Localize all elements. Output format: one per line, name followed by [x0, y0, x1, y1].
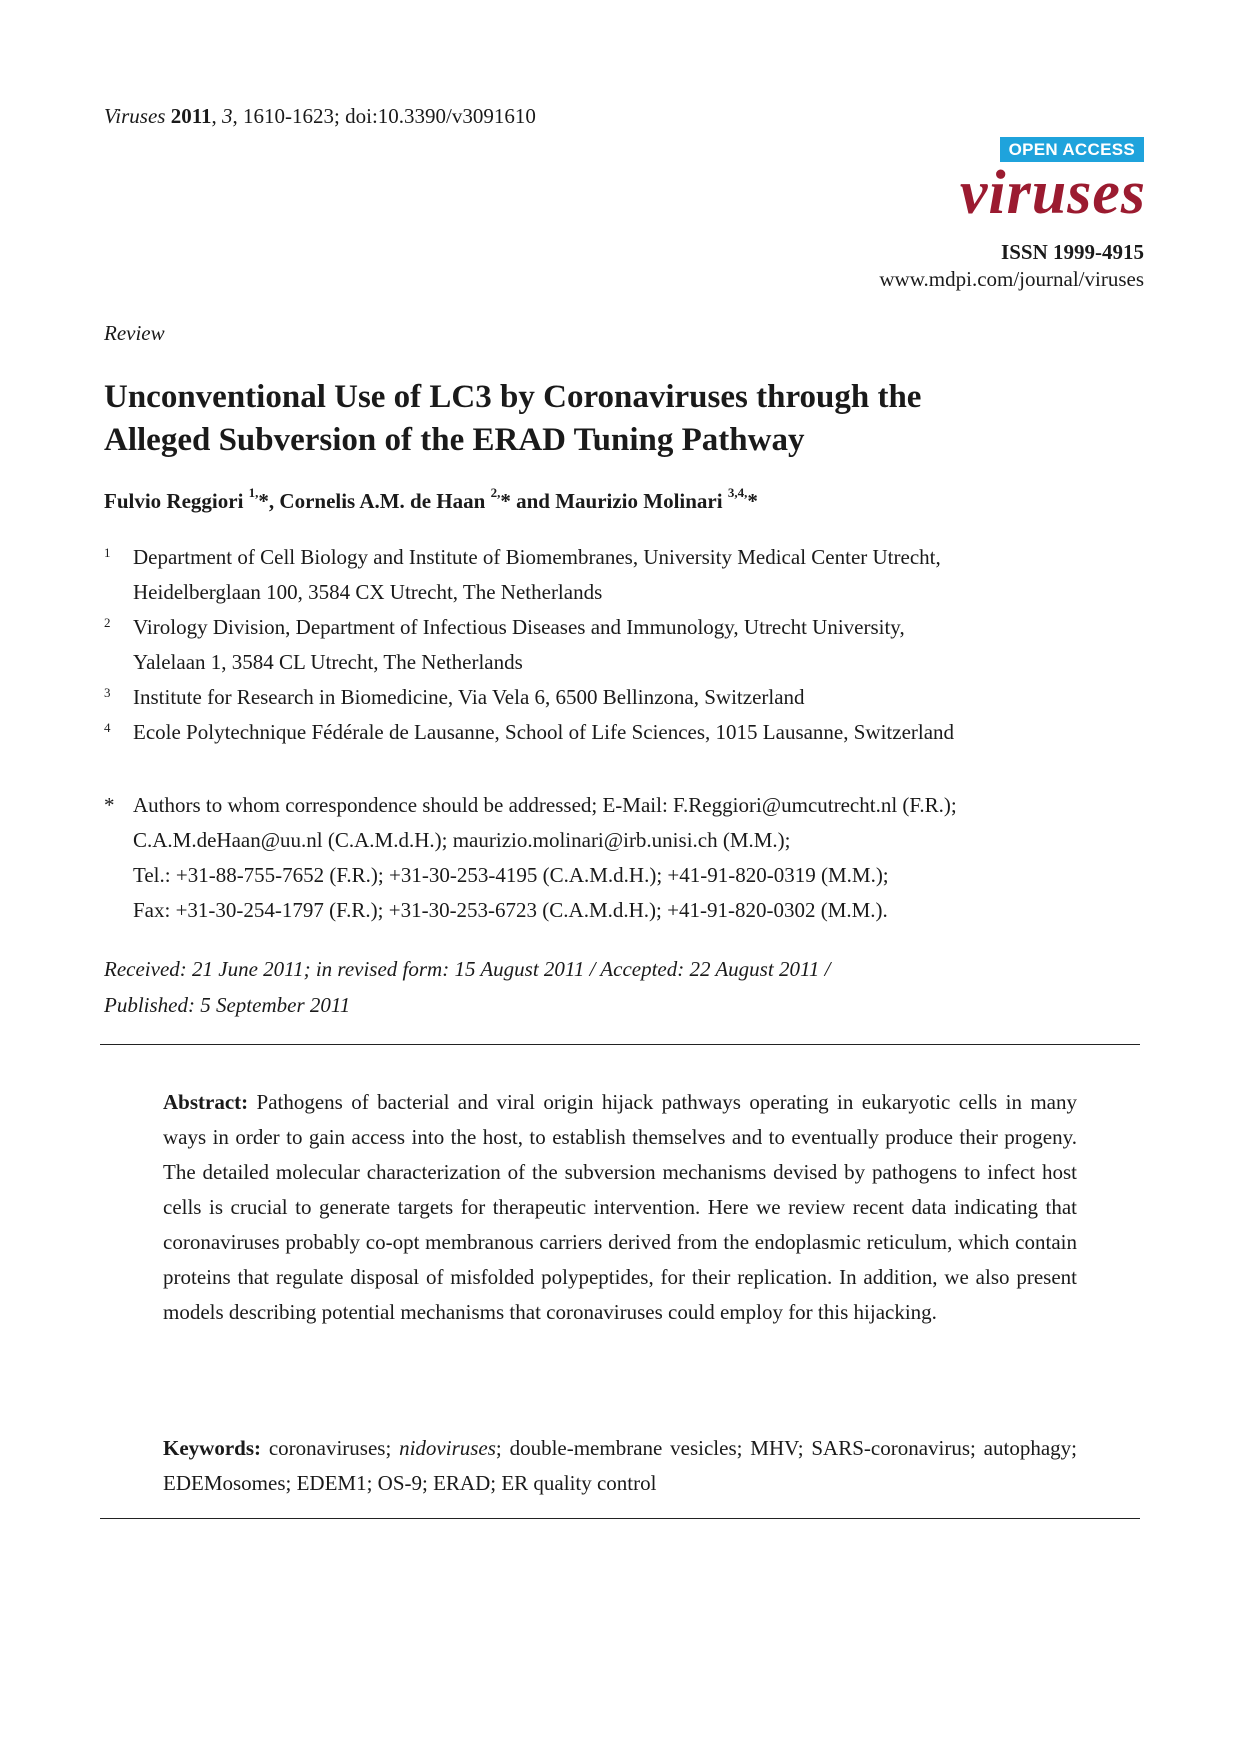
affiliation-3 — [104, 680, 1144, 715]
author-name: Maurizio Molinari — [555, 489, 723, 513]
divider-bottom — [100, 1518, 1140, 1519]
title-line-1: Unconventional Use of LC3 by Coronaviruses through the — [104, 379, 922, 415]
citation-year: 2011 — [170, 104, 212, 128]
correspondence-line: Authors to whom correspondence should be addressed; E-Mail: F.Reggiori@umcutrecht.nl (F.R.); — [133, 793, 957, 817]
affiliation-number: 1 — [104, 545, 111, 560]
citation-line: Viruses 2011, 3, 1610-1623; doi:10.3390/v3091610 — [104, 104, 536, 128]
journal-logo: viruses — [959, 159, 1146, 227]
title-line-2: Alleged Subversion of the ERAD Tuning Pathway — [104, 422, 805, 458]
affiliation-line: Heidelberglaan 100, 3584 CX Utrecht, The Netherlands — [133, 580, 603, 604]
dates-line-1: Received: 21 June 2011; in revised form: 15 August 2011 / Accepted: 22 August 2011 / — [104, 957, 831, 981]
affiliation-line: Department of Cell Biology and Institute of Biomembranes, University Medical Center Utrecht, — [133, 545, 941, 569]
author-mark: * — [747, 489, 758, 513]
author-list — [104, 485, 758, 514]
abstract-text: Pathogens of bacterial and viral origin hijack pathways operating in eukaryotic cells in many ways in order to gain access into the host, to establish themselves and to eventually produce their progeny. The detailed molecular characterization of the subversion mechanisms devised by pathogens to infect host cells is crucial to generate targets for therapeutic intervention. Here we review recent data indicating that coronaviruses probably co-opt membranous carriers derived from the endoplasmic reticulum, which contain proteins that regulate disposal of misfolded polypeptides, for their replication. In addition, we also present models describing potential mechanisms that coronaviruses could employ for this hijacking. — [163, 1090, 1077, 1324]
author-affiliation-sup: 3,4, — [727, 485, 748, 500]
citation-volume: 3 — [222, 104, 233, 128]
affiliation-number: 4 — [104, 720, 111, 735]
abstract-label: Abstract: — [163, 1090, 249, 1114]
dates-line-2: Published: 5 September 2011 — [104, 993, 351, 1017]
affiliation-line: Virology Division, Department of Infectious Diseases and Immunology, Utrecht University, — [133, 615, 905, 639]
keywords-text: ; double-membrane vesicles; MHV; SARS-coronavirus; autophagy; EDEMosomes; EDEM1; OS-9; ERAD; ER quality control — [163, 1436, 1077, 1495]
issn: ISSN 1999-4915 — [1001, 240, 1144, 264]
keywords-label: Keywords: — [163, 1436, 261, 1460]
correspondence-star: * — [104, 793, 115, 817]
author-mark: * — [258, 489, 269, 513]
affiliation-number: 2 — [104, 615, 111, 630]
author-affiliation-sup: 1, — [248, 485, 259, 500]
affiliation-1 — [104, 540, 1144, 610]
affiliation-line: Yalelaan 1, 3584 CL Utrecht, The Netherlands — [133, 650, 523, 674]
journal-url[interactable]: www.mdpi.com/journal/viruses — [879, 267, 1144, 291]
author-separator: and — [510, 489, 556, 513]
article-type: Review — [104, 321, 165, 345]
affiliation-number: 3 — [104, 685, 111, 700]
publication-dates — [104, 951, 1144, 1023]
affiliation-line: Ecole Polytechnique Fédérale de Lausanne, School of Life Sciences, 1015 Lausanne, Switzerland — [133, 720, 955, 744]
correspondence-line: C.A.M.deHaan@uu.nl (C.A.M.d.H.); maurizio.molinari@irb.unisi.ch (M.M.); — [133, 828, 791, 852]
divider-top — [100, 1044, 1140, 1045]
article-title — [104, 376, 1144, 462]
author-affiliation-sup: 2, — [490, 485, 501, 500]
affiliation-4 — [104, 715, 1144, 750]
affiliation-2 — [104, 610, 1144, 680]
journal-name: Viruses — [104, 104, 166, 128]
keywords-italic: nidoviruses — [399, 1436, 496, 1460]
affiliation-line: Institute for Research in Biomedicine, Via Vela 6, 6500 Bellinzona, Switzerland — [133, 685, 805, 709]
open-access-badge: OPEN ACCESS — [1000, 137, 1144, 162]
author-name: Fulvio Reggiori — [104, 489, 244, 513]
correspondence-line: Fax: +31-30-254-1797 (F.R.); +31-30-253-6723 (C.A.M.d.H.); +41-91-820-0302 (M.M.). — [133, 898, 888, 922]
correspondence-line: Tel.: +31-88-755-7652 (F.R.); +31-30-253-4195 (C.A.M.d.H.); +41-91-820-0319 (M.M.); — [133, 863, 889, 887]
citation-pages-doi: , 1610-1623; doi:10.3390/v3091610 — [232, 104, 536, 128]
keywords — [163, 1431, 1077, 1501]
keywords-text: coronaviruses; — [261, 1436, 400, 1460]
author-mark: * — [500, 489, 511, 513]
abstract — [163, 1085, 1077, 1330]
author-separator: , — [268, 489, 280, 513]
author-name: Cornelis A.M. de Haan — [279, 489, 486, 513]
correspondence — [104, 788, 1144, 928]
